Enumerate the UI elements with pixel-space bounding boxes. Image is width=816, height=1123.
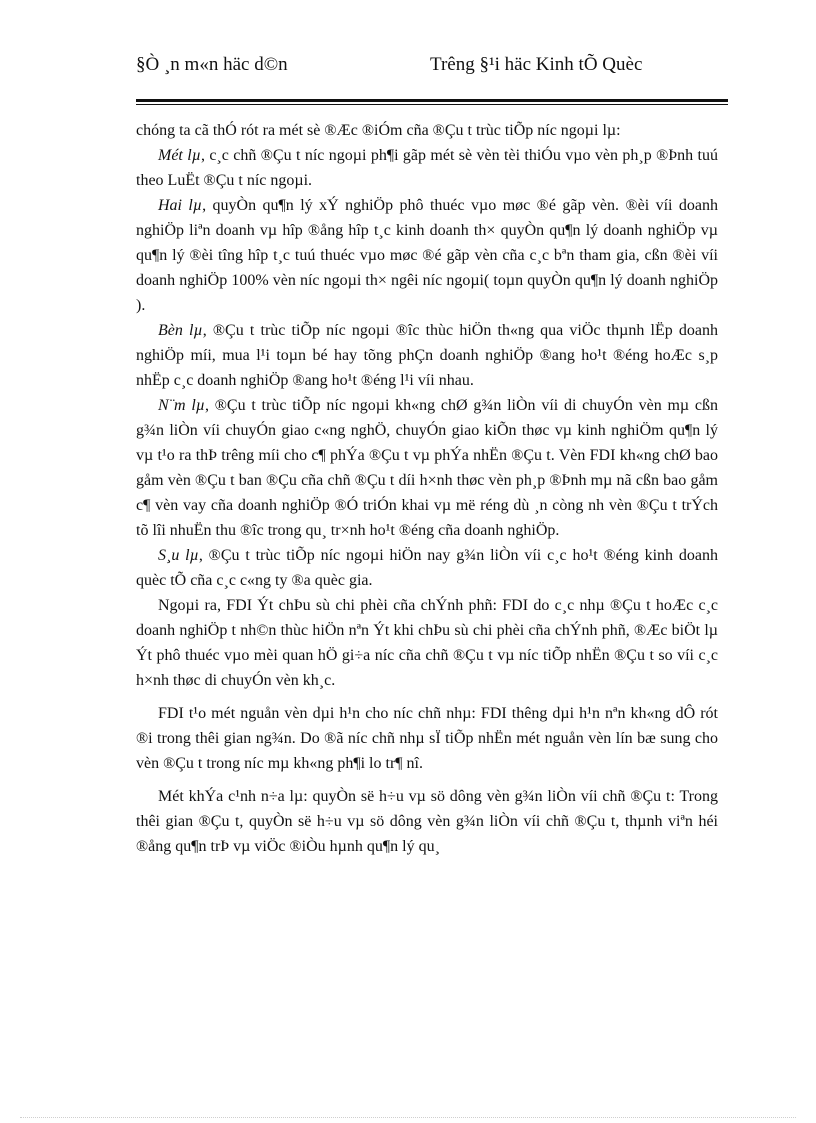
paragraph-lead: S¸u lµ — [158, 547, 199, 564]
paragraph-intro — [136, 118, 718, 143]
paragraph-text: , ®Çu t trùc tiÕp níc ngoµi kh«ng chØ g¾n liÒn víi di chuyÓn vèn mµ cßn g¾n liÒn víi chuyÓn giao c«ng nghÖ, chuyÓn giao kiÕn thøc vµ kinh nghiÖm qu¶n lý vµ t¹o ra thÞ trêng míi cho c¶ phÝa ®Çu t vµ phÝa nhËn ®Çu t. Vèn FDI kh«ng chØ bao gåm vèn ®Çu t ban ®Çu cña chñ ®Çu t díi h×nh thøc vèn ph¸p ®Þnh mµ nã cßn bao gåm c¶ vèn vay cña doanh nghiÖp ®Ó triÓn khai vµ më réng dù ¸n còng nh vèn ®Çu t trÝch tõ lîi nhuËn thu ®îc trong qu¸ tr×nh ho¹t ®éng cña doanh nghiÖp. — [136, 397, 718, 539]
paragraph-lead: Hai lµ — [158, 197, 203, 214]
paragraph-text: chóng ta cã thÓ rót ra mét sè ®Æc ®iÓm cña ®Çu t trùc tiÕp níc ngoµi lµ: — [136, 122, 621, 139]
header-rule-thick — [136, 99, 728, 102]
paragraph-feature-5 — [136, 393, 718, 543]
page-bottom-border — [20, 1117, 796, 1118]
paragraph-government — [136, 593, 718, 693]
paragraph-feature-6 — [136, 543, 718, 593]
paragraph-long-term-capital — [136, 701, 718, 776]
paragraph-feature-4 — [136, 318, 718, 393]
paragraph-text: , ®Çu t trùc tiÕp níc ngoµi hiÖn nay g¾n liÒn víi c¸c ho¹t ®éng kinh doanh quèc tÕ cña c¸c c«ng ty ®a quèc gia. — [136, 547, 718, 589]
header-university: Trêng §¹i häc Kinh tÕ Quèc — [430, 54, 643, 75]
paragraph-text: , c¸c chñ ®Çu t níc ngoµi ph¶i gãp mét sè vèn tèi thiÓu vµo vèn ph¸p ®Þnh tuú theo LuËt ®Çu t níc ngoµi. — [136, 147, 718, 189]
paragraph-lead: N¨m lµ — [158, 397, 205, 414]
paragraph-text: FDI t¹o mét nguån vèn dµi h¹n cho níc chñ nhµ: FDI thêng dµi h¹n nªn kh«ng dÔ rót ®i trong thêi gian ng¾n. Do ®ã níc chñ nhµ sÏ tiÕp nhËn mét nguån vèn lín bæ sung cho vèn ®Çu t trong níc mµ kh«ng ph¶i lo tr¶ nî. — [136, 705, 718, 772]
header-document-type: §Ò ¸n m«n häc d©n — [136, 54, 288, 75]
paragraph-ownership — [136, 784, 718, 859]
paragraph-text: Mét khÝa c¹nh n÷a lµ: quyÒn së h÷u vµ sö dông vèn g¾n liÒn víi chñ ®Çu t: Trong thêi gian ®Çu t, quyÒn së h÷u vµ sö dông vèn g¾n liÒn víi chñ ®Çu t, thµnh viªn héi ®ång qu¶n trÞ vµ viÖc ®iÒu hµnh qu¶n lý qu¸ — [136, 788, 718, 855]
paragraph-text: Ngoµi ra, FDI Ýt chÞu sù chi phèi cña chÝnh phñ: FDI do c¸c nhµ ®Çu t hoÆc c¸c doanh nghiÖp t nh©n thùc hiÖn nªn Ýt khi chÞu sù chi phèi cña chÝnh phñ, ®Æc biÖt lµ Ýt phô thuéc vµo mèi quan hÖ gi÷a níc cña chñ ®Çu t vµ níc tiÕp nhËn ®Çu t so víi c¸c h×nh thøc di chuyÓn vèn kh¸c. — [136, 597, 718, 689]
paragraph-text: , ®Çu t trùc tiÕp níc ngoµi ®îc thùc hiÖn th«ng qua viÖc thµnh lËp doanh nghiÖp míi, mua l¹i toµn bé hay tõng phÇn doanh nghiÖp ®ang ho¹t ®éng hoÆc s¸p nhËp c¸c doanh nghiÖp ®ang ho¹t ®éng l¹i víi nhau. — [136, 322, 718, 389]
document-body — [136, 118, 718, 859]
paragraph-lead: Mét lµ — [158, 147, 201, 164]
header-rule-thin — [136, 104, 728, 105]
paragraph-text: , quyÒn qu¶n lý xÝ nghiÖp phô thuéc vµo møc ®é gãp vèn. ®èi víi doanh nghiÖp liªn doanh vµ hîp ®ång hîp t¸c kinh doanh th× quyÒn qu¶n lý doanh nghiÖp vµ qu¶n lý ®èi tîng hîp t¸c tuú thuéc vµo møc ®é gãp vèn cña c¸c bªn tham gia, cßn ®èi víi doanh nghiÖp 100% vèn níc ngoµi th× ngêi níc ngoµi( toµn quyÒn qu¶n lý doanh nghiÖp ). — [136, 197, 719, 314]
paragraph-feature-1 — [136, 143, 718, 193]
paragraph-lead: Bèn lµ — [158, 322, 203, 339]
paragraph-feature-2 — [136, 193, 718, 318]
